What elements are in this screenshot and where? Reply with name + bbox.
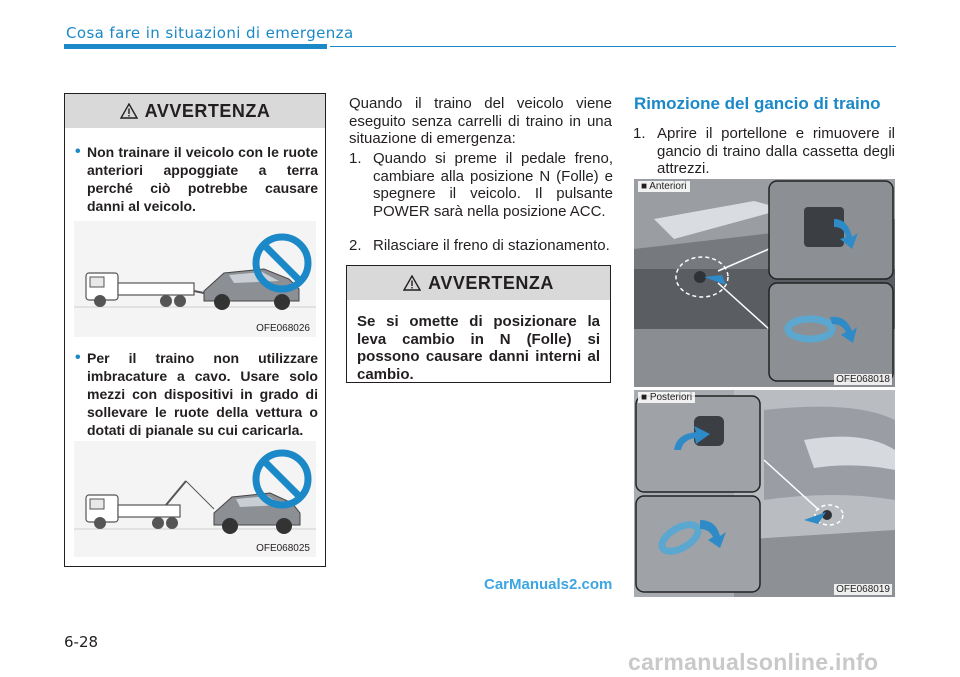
figure-code: OFE068025 <box>256 543 310 554</box>
warning-header <box>65 94 325 128</box>
step-text: Aprire il portellone e rimuovere il gancio di traino dalla cassetta degli attrezzi. <box>657 125 895 177</box>
photo-label-rear: ■ Posteriori <box>638 392 695 403</box>
header-rule-thick <box>64 44 327 49</box>
step-number: 1. <box>349 150 362 167</box>
warning-bullet-1-text: Non trainare il veicolo con le ruote anteriori appoggiate a terra perché ciò potrebbe causare danni al veicolo. <box>87 144 318 214</box>
warning-bullet-1 <box>75 143 318 215</box>
step-text: Rilasciare il freno di stazionamento. <box>373 237 610 254</box>
illustration-flatbed-towing <box>74 221 316 337</box>
step-1 <box>349 150 613 220</box>
intro-paragraph: Quando il traino del veicolo viene eseguito senza carrelli di traino in una situazione di emergenza: <box>349 95 612 147</box>
footer-watermark: carmanualsonline.info <box>628 649 879 675</box>
subsection-title: Rimozione del gancio di traino <box>634 94 881 113</box>
section-title: Cosa fare in situazioni di emergenza <box>66 24 354 42</box>
photo-rear-tow-hook <box>634 390 895 597</box>
warning-box-towing <box>64 93 326 567</box>
warning-header <box>347 266 610 300</box>
watermark-link[interactable]: CarManuals2.com <box>484 576 613 593</box>
page-number: 6-28 <box>64 633 99 651</box>
warning-box-gear <box>346 265 611 383</box>
figure-code: OFE068026 <box>256 323 310 334</box>
step-number: 2. <box>349 237 362 254</box>
illustration-cable-towing <box>74 441 316 557</box>
warning-heading: AVVERTENZA <box>428 272 554 293</box>
prohibited-icon <box>252 231 312 295</box>
photo-label-front: ■ Anteriori <box>638 181 690 192</box>
figure-code: OFE068019 <box>836 584 890 595</box>
warning-triangle-icon <box>120 103 138 119</box>
warning-text: Se si omette di posizionare la leva cambio in N (Folle) si possono causare danni interni al cambio. <box>357 313 600 383</box>
removal-step-1 <box>633 125 895 178</box>
header-rule-thin <box>330 46 896 47</box>
warning-triangle-icon <box>403 275 421 291</box>
bullet-dot: • <box>75 143 81 160</box>
warning-bullet-2-text: Per il traino non utilizzare imbracature a cavo. Usare solo mezzi con dispositivi in grado di sollevare le ruote della vettura o dotati di pianale su cui caricarla. <box>87 350 318 438</box>
prohibited-icon <box>252 447 312 511</box>
photo-front-tow-hook <box>634 179 895 387</box>
warning-heading: AVVERTENZA <box>144 100 271 121</box>
figure-code: OFE068018 <box>836 374 890 385</box>
bullet-dot: • <box>75 349 81 366</box>
step-number: 1. <box>633 125 646 142</box>
step-2 <box>349 237 613 255</box>
warning-bullet-2 <box>75 349 318 439</box>
step-text: Quando si preme il pedale freno, cambiare alla posizione N (Folle) e spegnere il veicolo. Il pulsante POWER sarà nella posizione ACC. <box>373 150 613 220</box>
